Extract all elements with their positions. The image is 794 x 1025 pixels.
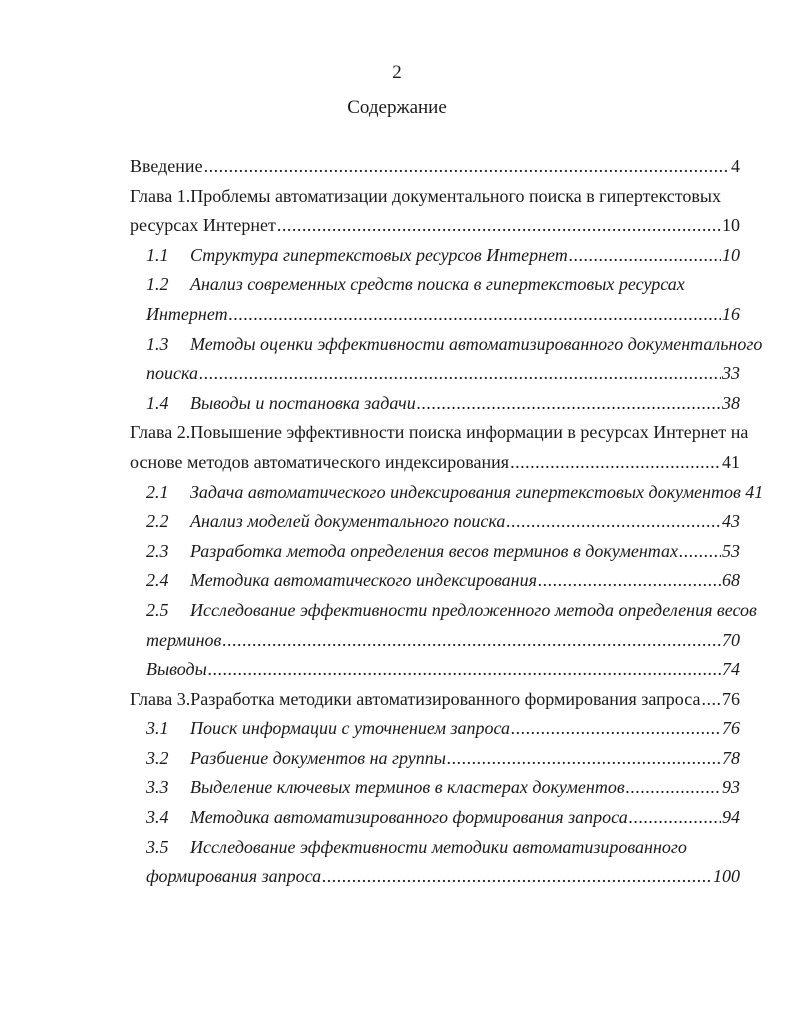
page-title: Содержание — [347, 97, 447, 118]
dot-leader — [447, 744, 721, 774]
toc-entry-1-1[interactable]: 1.1 Структура гипертекстовых ресурсов Интернет ..... 10 — [130, 241, 740, 271]
dot-leader — [511, 714, 721, 744]
dot-leader — [417, 389, 721, 419]
dot-leader — [538, 566, 721, 596]
toc-entry-chapter-1-cont[interactable]: ресурсах Интернет ..... 10 — [130, 211, 740, 241]
toc-entry-3-3[interactable]: 3.3 Выделение ключевых терминов в кластерах документов ..... 93 — [130, 773, 740, 803]
dot-leader — [701, 685, 721, 715]
toc-entry-3-5-cont[interactable]: формирования запроса ..... 100 — [130, 862, 740, 892]
toc-entry-chapter-3[interactable]: Глава 3.Разработка методики автоматизированного формирования запроса ..... 76 — [130, 685, 740, 715]
toc-entry-2-2[interactable]: 2.2 Анализ моделей документального поиска ..... 43 — [130, 507, 740, 537]
dot-leader — [204, 152, 730, 182]
toc-entry-chapter-1[interactable]: Глава 1.Проблемы автоматизации документального поиска в гипертекстовых — [130, 185, 721, 206]
dot-leader — [510, 448, 721, 478]
toc-entry-3-4[interactable]: 3.4 Методика автоматизированного формирования запроса ..... 94 — [130, 803, 740, 833]
toc-entry-2-4[interactable]: 2.4 Методика автоматического индексирования ..... 68 — [130, 566, 740, 596]
toc-entry-chapter-2-cont[interactable]: основе методов автоматического индексирования ..... 41 — [130, 448, 740, 478]
page-number: 2 — [392, 62, 402, 83]
toc-entry-2-3[interactable]: 2.3 Разработка метода определения весов терминов в документах ..... 53 — [130, 537, 740, 567]
toc-entry-2-5[interactable]: 2.5 Исследование эффективности предложенного метода определения весов — [146, 599, 757, 620]
dot-leader — [208, 655, 721, 685]
dot-leader — [199, 359, 721, 389]
dot-leader — [229, 300, 721, 330]
dot-leader — [626, 773, 721, 803]
toc-entry-chapter-2[interactable]: Глава 2.Повышение эффективности поиска информации в ресурсах Интернет на — [130, 422, 749, 443]
toc-entry-1-2[interactable]: 1.2 Анализ современных средств поиска в гипертекстовых ресурсах — [146, 274, 685, 295]
dot-leader — [569, 241, 721, 271]
toc-entry-3-2[interactable]: 3.2 Разбиение документов на группы ..... 78 — [130, 744, 740, 774]
toc-entry-3-5[interactable]: 3.5 Исследование эффективности методики автоматизированного — [146, 836, 687, 857]
toc-entry-1-3[interactable]: 1.3 Методы оценки эффективности автоматизированного документального — [146, 333, 763, 354]
toc-entry-2-1[interactable]: 2.1 Задача автоматического индексирования гипертекстовых документов 41 — [146, 481, 764, 502]
dot-leader — [277, 211, 721, 241]
dot-leader — [222, 626, 721, 656]
toc-entry-1-2-cont[interactable]: Интернет ..... 16 — [130, 300, 740, 330]
dot-leader — [322, 862, 712, 892]
toc-entry-2-5-cont[interactable]: терминов ..... 70 — [130, 626, 740, 656]
dot-leader — [629, 803, 721, 833]
table-of-contents — [130, 152, 764, 892]
toc-entry-1-3-cont[interactable]: поиска ..... 33 — [130, 359, 740, 389]
dot-leader — [679, 537, 721, 567]
toc-entry-1-4[interactable]: 1.4 Выводы и постановка задачи ..... 38 — [130, 389, 740, 419]
dot-leader — [506, 507, 721, 537]
toc-entry-chapter-2-conclusions[interactable]: Выводы ..... 74 — [130, 655, 740, 685]
toc-entry-intro[interactable]: Введение ..... 4 — [130, 152, 740, 182]
toc-entry-3-1[interactable]: 3.1 Поиск информации с уточнением запроса ..... 76 — [130, 714, 740, 744]
